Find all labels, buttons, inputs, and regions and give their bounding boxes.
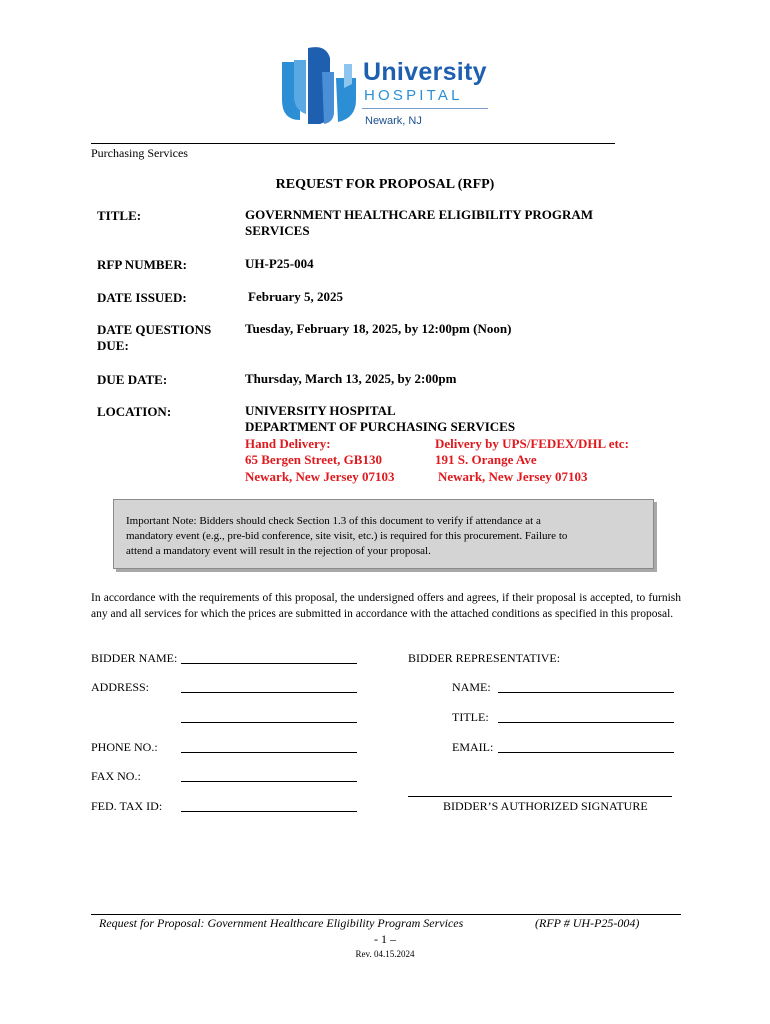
fax-field[interactable] [181, 781, 357, 782]
questions-due-label-line2: DUE: [97, 338, 129, 353]
rep-name-label: NAME: [452, 680, 491, 694]
hand-delivery-title: Hand Delivery: [245, 436, 331, 451]
rfp-number-label: RFP NUMBER: [97, 257, 187, 272]
page-number: - 1 – [374, 932, 396, 946]
address-label: ADDRESS: [91, 680, 150, 694]
important-note-box [113, 499, 654, 569]
revision-date: Rev. 04.15.2024 [355, 949, 415, 959]
fax-label: FAX NO.: [91, 769, 141, 783]
tax-id-label: FED. TAX ID: [91, 799, 163, 813]
location-label: LOCATION: [97, 404, 172, 419]
signature-field[interactable] [408, 796, 672, 797]
carrier-delivery-title: Delivery by UPS/FEDEX/DHL etc: [435, 436, 629, 451]
rfp-number-value: UH-P25-004 [245, 256, 314, 271]
intro-paragraph: In accordance with the requirements of this proposal, the undersigned offers and agrees, if their proposal is accepted, to furnish any and all services for which the prices are submitted in accordance with the attached conditions as specified in this proposal. [91, 592, 681, 620]
note-line-2: mandatory event (e.g., pre-bid conference, site visit, etc.) is required for this procurement. Failure to [126, 530, 568, 542]
bidder-name-field[interactable] [181, 663, 357, 664]
footer-document-title: Request for Proposal: Government Healthcare Eligibility Program Services [99, 916, 464, 930]
rep-title-field[interactable] [498, 722, 674, 723]
note-line-3: attend a mandatory event will result in the rejection of your proposal. [126, 545, 431, 557]
rep-email-label: EMAIL: [452, 740, 494, 754]
logo-location: Newark, NJ [365, 115, 422, 127]
carrier-delivery-street: 191 S. Orange Ave [435, 452, 537, 467]
location-line1: UNIVERSITY HOSPITAL [245, 403, 396, 418]
logo-wordmark-hospital: HOSPITAL [364, 87, 463, 104]
location-line2: DEPARTMENT OF PURCHASING SERVICES [245, 419, 516, 434]
title-label: TITLE: [97, 208, 142, 223]
due-date-label: DUE DATE: [97, 372, 168, 387]
bidder-name-label: BIDDER NAME: [91, 651, 178, 665]
carrier-delivery-city: Newark, New Jersey 07103 [438, 469, 588, 484]
due-date-value: Thursday, March 13, 2025, by 2:00pm [245, 371, 457, 386]
phone-field[interactable] [181, 752, 357, 753]
hand-delivery-city: Newark, New Jersey 07103 [245, 469, 395, 484]
footer-rfp-number: (RFP # UH-P25-004) [535, 916, 640, 930]
rep-title-label: TITLE: [452, 710, 489, 724]
address-field-line2[interactable] [181, 722, 357, 723]
footer-rule [91, 914, 681, 915]
department-name: Purchasing Services [91, 146, 188, 160]
document-title: REQUEST FOR PROPOSAL (RFP) [275, 177, 495, 192]
hand-delivery-street: 65 Bergen Street, GB130 [245, 452, 382, 467]
date-issued-label: DATE ISSUED: [97, 290, 187, 305]
note-line-1: Important Note: Bidders should check Section 1.3 of this document to verify if attendance at a [126, 515, 541, 527]
questions-due-value: Tuesday, February 18, 2025, by 12:00pm (Noon) [245, 321, 512, 336]
rep-email-field[interactable] [498, 752, 674, 753]
date-issued-value: February 5, 2025 [248, 289, 343, 304]
logo-divider [362, 108, 488, 109]
title-value-line1: GOVERNMENT HEALTHCARE ELIGIBILITY PROGRAM [245, 207, 594, 222]
bidder-representative-heading: BIDDER REPRESENTATIVE: [408, 651, 561, 665]
title-value-line2: SERVICES [245, 223, 310, 238]
signature-label: BIDDER’S AUTHORIZED SIGNATURE [443, 799, 648, 813]
logo-wordmark-university: University [363, 58, 487, 86]
address-field-line1[interactable] [181, 692, 357, 693]
phone-label: PHONE NO.: [91, 740, 158, 754]
questions-due-label-line1: DATE QUESTIONS [97, 322, 212, 337]
rep-name-field[interactable] [498, 692, 674, 693]
tax-id-field[interactable] [181, 811, 357, 812]
header-rule [91, 143, 615, 144]
